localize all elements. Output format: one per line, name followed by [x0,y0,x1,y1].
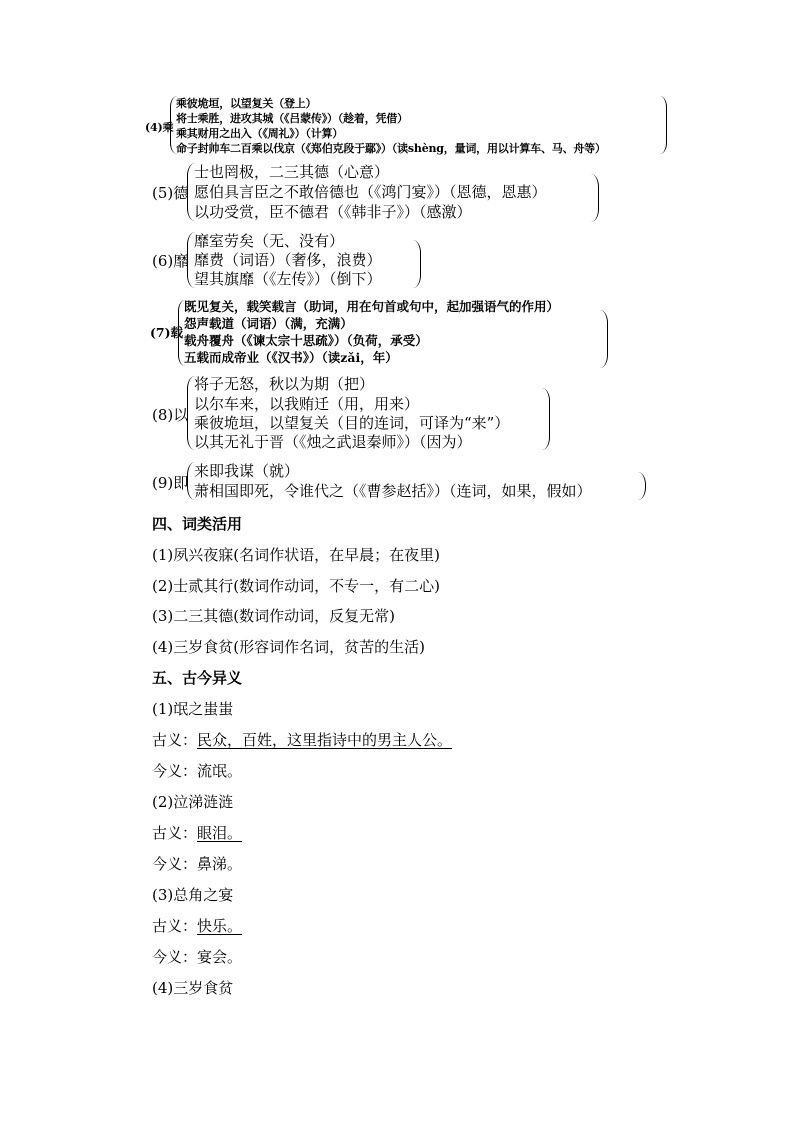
ancient-text: 眼泪。 [197,824,243,842]
right-brace [542,388,550,450]
ancient-meaning [152,915,242,936]
item-line: 望其旗靡（《左传》）（倒下） [194,270,382,288]
ancient-meaning [152,729,452,750]
modern-meaning: 今义：鼻涕。 [152,855,243,873]
item-line: 士也罔极，二三其德（心意） [194,163,390,181]
list-item: (4)三岁食贫(形容词作名词，贫苦的生活) [152,638,425,656]
ancient-label: 古义： [152,731,198,749]
item-line: 乘其财用之出入（《周礼》）（计算） [176,127,344,140]
item-line: 既见复关，载笑载言（助词，用在句首或句中，起加强语气的作用） [184,299,560,314]
item-line: 靡室劳矣（无、没有） [194,232,345,250]
right-brace [591,174,599,222]
item-line: 以其无礼于晋（《烛之武退秦师》）（因为） [194,433,472,451]
term: (3)总角之宴 [152,886,234,904]
ancient-meaning [152,822,242,843]
modern-meaning: 今义：宴会。 [152,948,243,966]
item-number-cheng: (4)乘 [145,121,174,134]
item-number-mi: (6)靡 [152,252,189,270]
section-heading: 四、词类活用 [152,515,243,533]
item-line: 乘彼垝垣，以望复关（登上） [176,97,317,110]
right-brace [413,240,421,288]
item-line: 将士乘胜，进攻其城（《吕蒙传》）（趁着，凭借） [176,112,408,125]
list-item: (1)夙兴夜寐(名词作状语，在早晨；在夜里) [152,546,440,564]
item-line: 怨声载道（词语）（满，充满） [184,316,353,331]
item-line: 载舟覆舟（《谏太宗十思疏》）（负荷，承受） [184,333,428,348]
item-line: 五载而成帝业（《汉书》）（读zǎi，年） [184,350,398,365]
term: (4)三岁食贫 [152,979,234,997]
modern-meaning: 今义：流氓。 [152,762,243,780]
item-number-yi: (8)以 [152,406,189,424]
item-line: 愿伯具言臣之不敢倍德也（《鸿门宴》）（恩德，恩惠） [194,183,547,201]
right-brace [600,310,608,368]
ancient-text: 快乐。 [197,917,243,935]
item-line: 以尔车来，以我贿迁（用，用来） [194,395,420,413]
item-line: 以功受赏，臣不德君（《韩非子》）（感激） [194,203,472,221]
item-number-ji: (9)即 [152,474,189,492]
term: (2)泣涕涟涟 [152,793,234,811]
item-line: 靡费（词语）（奢侈，浪费） [194,251,382,269]
section-heading: 五、古今异义 [152,669,243,687]
right-brace [638,472,646,500]
ancient-label: 古义： [152,824,198,842]
item-line: 乘彼垝垣，以望复关（目的连词，可译为“来”） [194,414,510,432]
list-item: (2)士贰其行(数词作动词，不专一，有二心) [152,577,440,595]
item-line: 命子封帅车二百乘以伐京（《郑伯克段于鄢》）（读shèng，量词，用以计算车、马、舟等） [176,142,606,155]
ancient-label: 古义： [152,917,198,935]
item-line: 来即我谋（就） [194,462,300,480]
item-number-de: (5)德 [152,184,189,202]
list-item: (3)二三其德(数词作动词，反复无常) [152,607,395,625]
term: (1)氓之蚩蚩 [152,700,234,718]
right-brace [660,96,667,154]
item-number-zai: (7)载 [150,325,184,340]
item-line: 萧相国即死，令谁代之（《曹参赵括》）（连词，如果，假如） [194,482,592,500]
ancient-text: 民众，百姓，这里指诗中的男主人公。 [197,731,453,749]
item-line: 将子无怒，秋以为期（把） [194,375,375,393]
